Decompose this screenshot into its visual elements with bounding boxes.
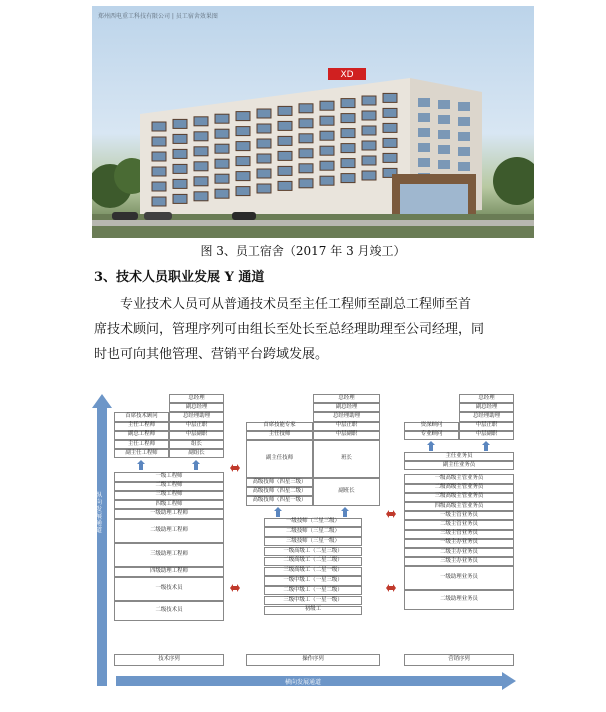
ops-top-cell: 副总经理 bbox=[313, 403, 380, 412]
tech-junior-cell: 一级技术员 bbox=[114, 577, 224, 601]
mkt-level-cell: 一级主办业务员 bbox=[404, 539, 514, 548]
ops-top-cell: 总经理助理 bbox=[313, 412, 380, 421]
ops-mgmt-cell: 副班长 bbox=[313, 478, 380, 506]
ops-level-cell: 一级高级工（二星三级） bbox=[264, 547, 362, 556]
tech-level-cell: 四级工程师 bbox=[114, 500, 224, 509]
up-arrow-icon bbox=[192, 460, 200, 470]
double-arrow-icon bbox=[230, 464, 240, 472]
tech-cell: 副总工程师 bbox=[114, 431, 169, 440]
dormitory-photo bbox=[92, 6, 534, 238]
vertical-channel-arrow bbox=[92, 394, 112, 686]
mkt-level-cell: 一级助理业务员 bbox=[404, 566, 514, 590]
up-arrow-icon bbox=[427, 441, 435, 451]
ops-level-cell: 二级高级工（二星二级） bbox=[264, 557, 362, 566]
sequence-label: 技术序列 bbox=[114, 654, 224, 666]
mkt-level-cell: 三级高级主管业务员 bbox=[404, 493, 514, 502]
ops-senior-cell: 高级技师（四星三级） bbox=[246, 478, 313, 487]
ops-mgmt-cell: 中层副职 bbox=[313, 431, 380, 440]
figure-caption: 图 3、员工宿舍（2017 年 3 月竣工） bbox=[200, 244, 406, 258]
mkt-cell: 资深顾问 bbox=[404, 422, 459, 431]
double-arrow-icon bbox=[386, 510, 396, 518]
paragraph-line: 时也可向其他管理、营销平台跨域发展。 bbox=[94, 347, 329, 362]
mkt-level-cell: 三级主办业务员 bbox=[404, 557, 514, 566]
mkt-level-cell: 二级主管业务员 bbox=[404, 520, 514, 529]
mkt-top-cell: 副总经理 bbox=[459, 403, 514, 412]
ops-level-cell: 二级中级工（一星二级） bbox=[264, 586, 362, 595]
ops-level-cell: 一级技师（三星三级） bbox=[264, 518, 362, 527]
mkt-level-cell: 一级主管业务员 bbox=[404, 511, 514, 520]
body-paragraph bbox=[94, 292, 534, 367]
tech-mgmt-cell: 副组长 bbox=[169, 449, 224, 458]
mkt-mgmt-cell: 中层正职 bbox=[459, 422, 514, 431]
section-heading: 3、技术人员职业发展 Y 通道 bbox=[94, 270, 265, 285]
tech-junior-cell: 二级技术员 bbox=[114, 601, 224, 621]
ops-level-cell: 三级技师（三星一级） bbox=[264, 537, 362, 546]
sequence-label: 操作序列 bbox=[246, 654, 380, 666]
ops-level-cell: 二级技师（三星二级） bbox=[264, 527, 362, 536]
dormitory-illustration bbox=[92, 6, 534, 238]
ops-cell: 主任技师 bbox=[246, 431, 313, 440]
tech-assistant-cell: 二级助理工程师 bbox=[114, 519, 224, 543]
vertical-channel-label: 纵向发展通道 bbox=[95, 492, 102, 534]
ops-level-cell: 三级中级工（一星一级） bbox=[264, 596, 362, 605]
paragraph-line: 专业技术人员可从普通技术员至主任工程师至副总工程师至首 bbox=[120, 297, 472, 312]
mkt-mid-cell: 主任业务员 bbox=[404, 452, 514, 461]
tech-mgmt-cell: 组长 bbox=[169, 440, 224, 449]
mkt-level-cell: 三级主管业务员 bbox=[404, 530, 514, 539]
tech-assistant-cell: 三级助理工程师 bbox=[114, 543, 224, 567]
ops-level-cell: 一级中级工（一星三级） bbox=[264, 576, 362, 585]
tech-assistant-cell: 四级助理工程师 bbox=[114, 567, 224, 577]
tech-cell: 副主任工程师 bbox=[114, 449, 169, 458]
tech-cell: 主任工程师 bbox=[114, 440, 169, 449]
roof-sign: XD bbox=[340, 70, 354, 80]
mkt-mid-cell: 副主任业务员 bbox=[404, 461, 514, 470]
paragraph-line: 席技术顾问，管理序列可由组长至处长至总经理助理至公司经理，同 bbox=[94, 322, 485, 337]
mkt-cell: 专业顾问 bbox=[404, 431, 459, 440]
mkt-level-cell: 四级高级主管业务员 bbox=[404, 502, 514, 511]
tech-cell: 首席技术顾问 bbox=[114, 412, 169, 421]
ops-cell: 首席技能专家 bbox=[246, 422, 313, 431]
tech-level-cell: 一级工程师 bbox=[114, 472, 224, 481]
ops-level-cell: 初级工 bbox=[264, 606, 362, 615]
ops-cell: 副主任技师 bbox=[246, 440, 313, 478]
tech-mgmt-cell: 中层副职 bbox=[169, 431, 224, 440]
mkt-level-cell: 二级主办业务员 bbox=[404, 548, 514, 557]
ops-top-cell: 总经理 bbox=[313, 394, 380, 403]
tech-level-cell: 三级工程师 bbox=[114, 491, 224, 500]
mkt-level-cell: 一级高级主管业务员 bbox=[404, 474, 514, 483]
up-arrow-icon bbox=[482, 441, 490, 451]
sequence-label: 营销序列 bbox=[404, 654, 514, 666]
mkt-top-cell: 总经理 bbox=[459, 394, 514, 403]
photo-banner-text: 郑州西电重工科技有限公司 | 员工宿舍效果图 bbox=[98, 13, 218, 20]
mkt-top-cell: 总经理助理 bbox=[459, 412, 514, 421]
double-arrow-icon bbox=[386, 584, 396, 592]
tech-cell: 主任工程师 bbox=[114, 422, 169, 431]
ops-senior-cell: 高级技师（四星二级） bbox=[246, 487, 313, 496]
mkt-mgmt-cell: 中层副职 bbox=[459, 431, 514, 440]
up-arrow-icon bbox=[274, 507, 282, 517]
tech-mgmt-cell: 总经理助理 bbox=[169, 412, 224, 421]
ops-mgmt-cell: 中层正职 bbox=[313, 422, 380, 431]
up-arrow-icon bbox=[341, 507, 349, 517]
ops-mgmt-cell: 班长 bbox=[313, 440, 380, 478]
career-path-diagram bbox=[88, 392, 518, 697]
tech-top-cell: 副总经理 bbox=[169, 403, 224, 412]
double-arrow-icon bbox=[230, 584, 240, 592]
tech-level-cell: 二级工程师 bbox=[114, 482, 224, 491]
up-arrow-icon bbox=[137, 460, 145, 470]
tech-mgmt-cell: 中层正职 bbox=[169, 422, 224, 431]
ops-level-cell: 三级高级工（二星一级） bbox=[264, 567, 362, 576]
mkt-level-cell: 二级高级主管业务员 bbox=[404, 484, 514, 493]
ops-senior-cell: 高级技师（四星一级） bbox=[246, 496, 313, 505]
horizontal-channel-label: 横向发展通道 bbox=[284, 679, 321, 686]
tech-top-cell: 总经理 bbox=[169, 394, 224, 403]
mkt-level-cell: 二级助理业务员 bbox=[404, 590, 514, 610]
tech-assistant-cell: 一级助理工程师 bbox=[114, 509, 224, 519]
